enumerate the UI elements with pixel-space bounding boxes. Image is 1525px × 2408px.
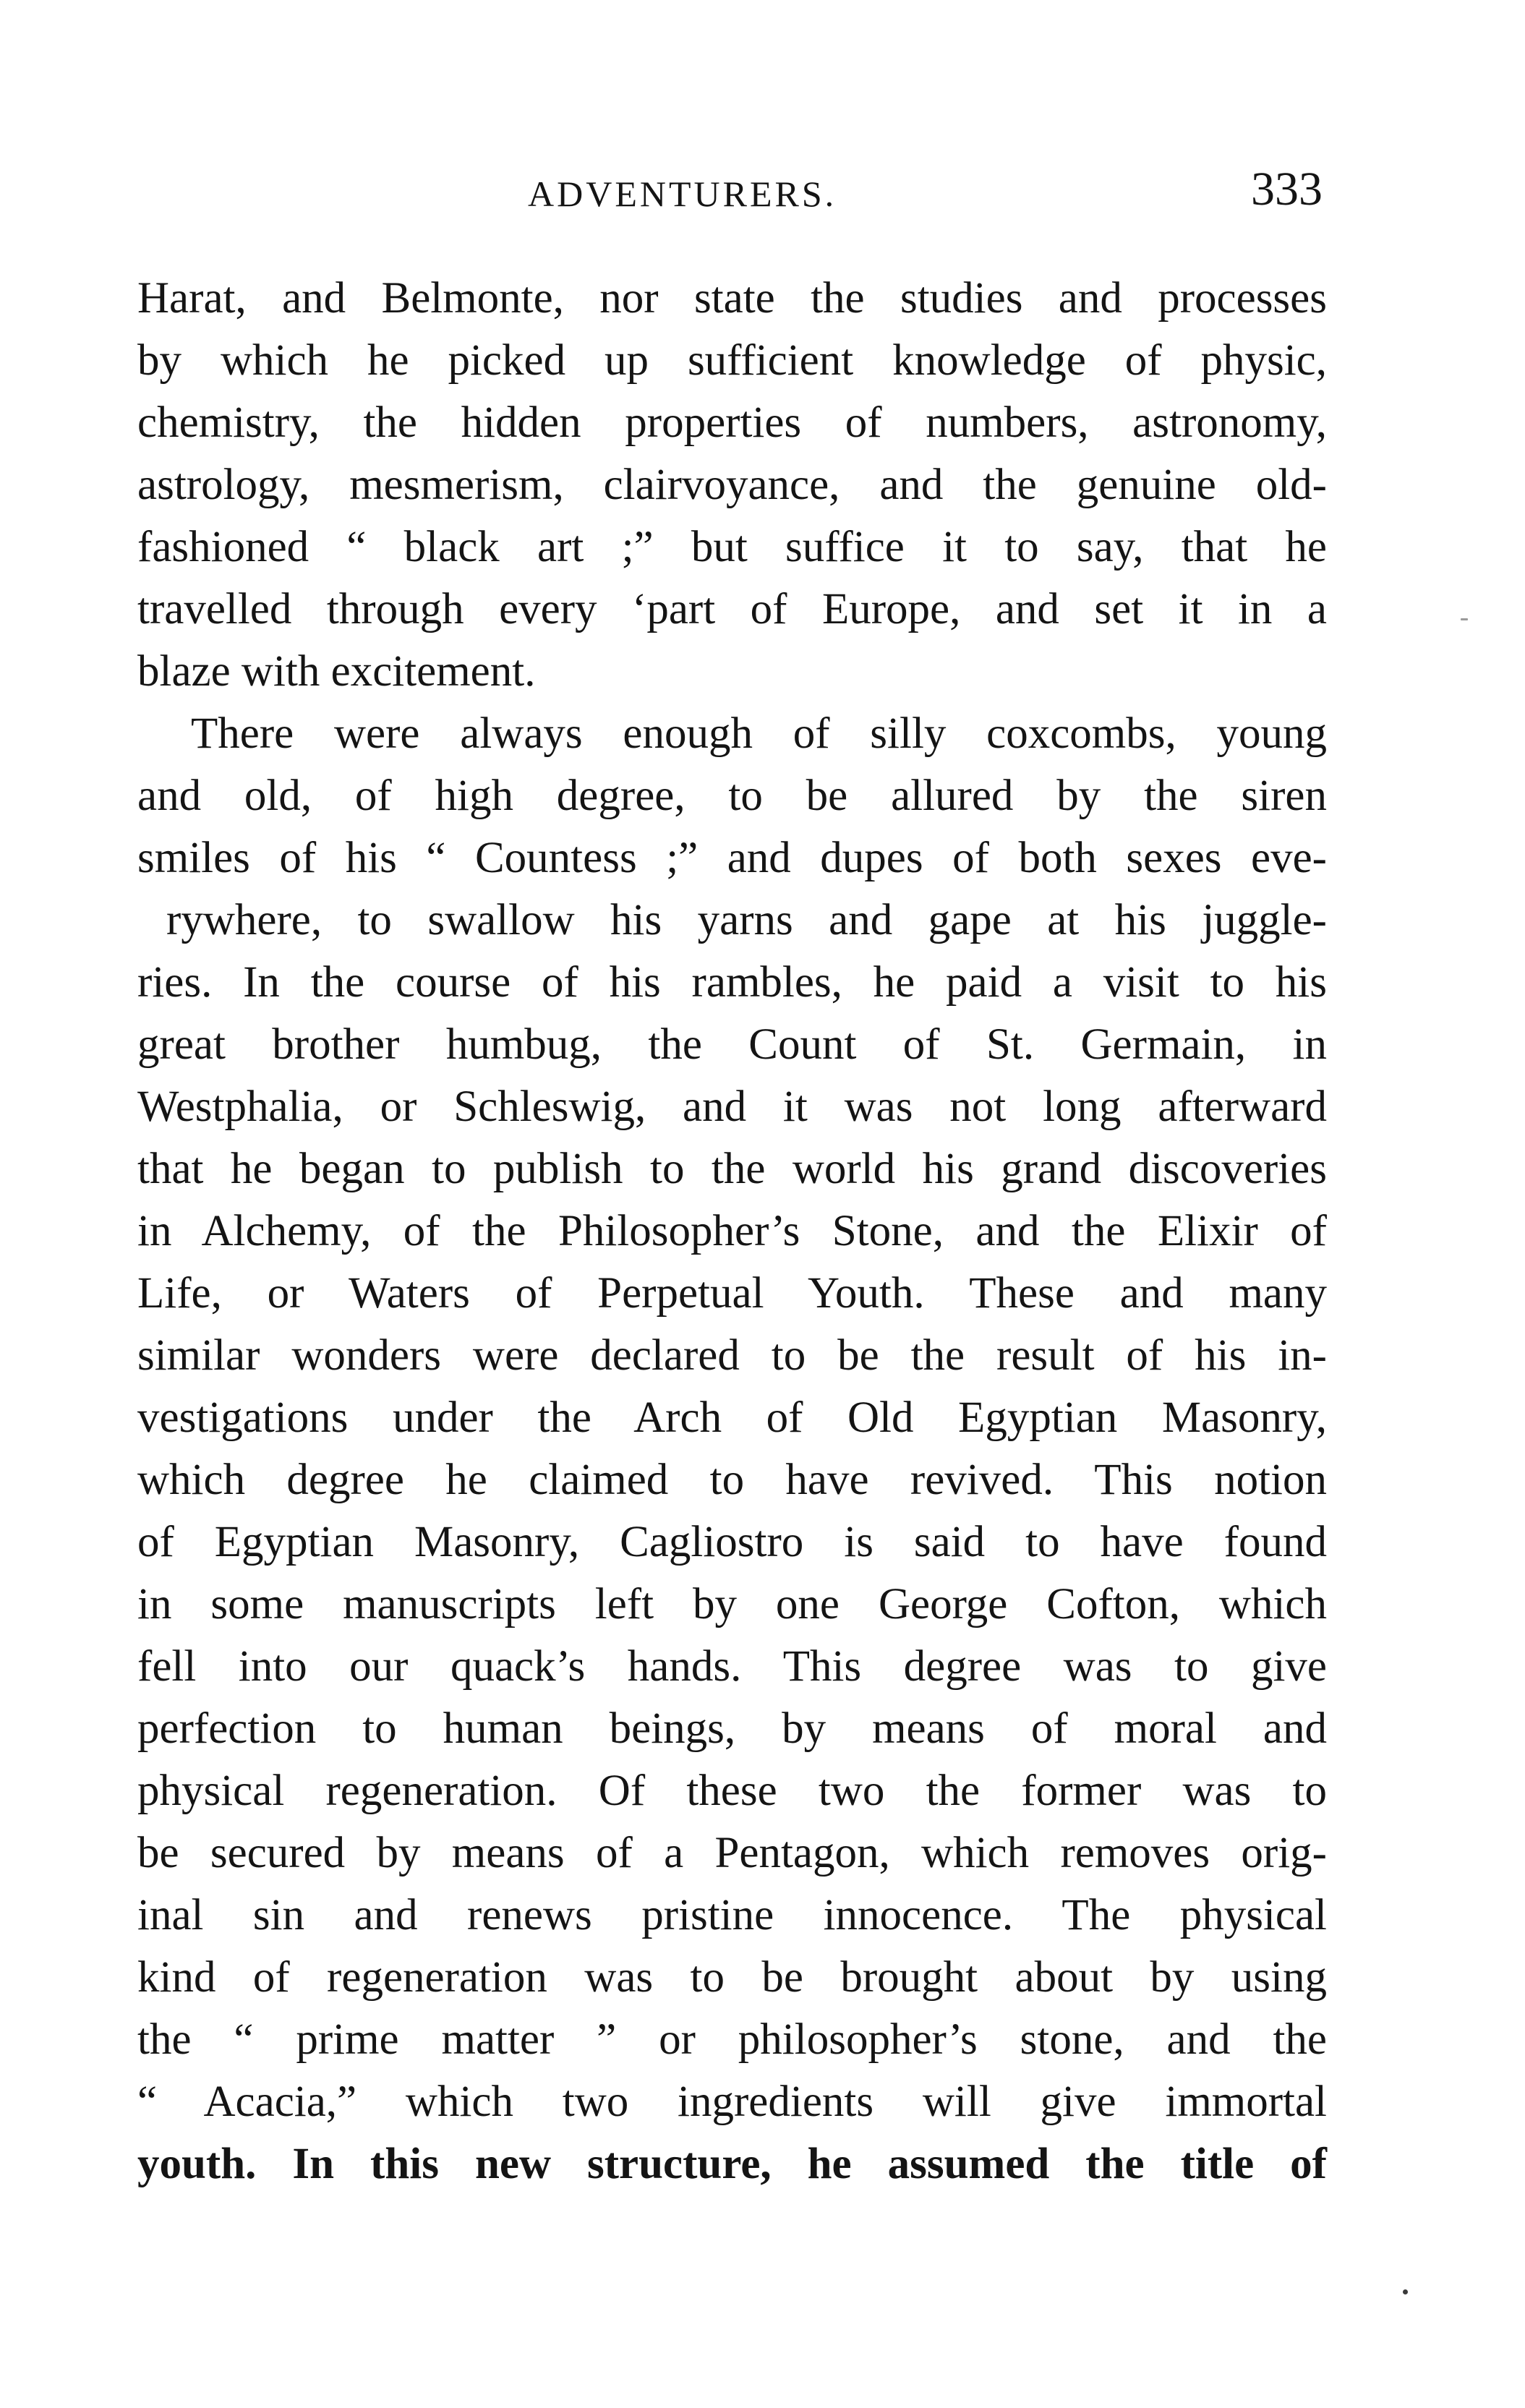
text-line: astrology, mesmerism, clairvoyance, and the genuine old- — [137, 461, 1327, 509]
text-line: fell into our quack’s hands. This degree was to give — [137, 1642, 1327, 1691]
text-line: Harat, and Belmonte, nor state the studies and processes — [137, 274, 1327, 323]
text-line: fashioned “ black art ;” but suffice it to say, that he — [137, 523, 1327, 571]
text-line: kind of regeneration was to be brought about by using — [137, 1953, 1327, 2002]
text-line: and old, of high degree, to be allured by the siren — [137, 772, 1327, 820]
running-title: ADVENTURERS. — [528, 174, 837, 214]
text-line: perfection to human beings, by means of moral and — [137, 1704, 1327, 1753]
text-line: smiles of his “ Countess ;” and dupes of both sexes eve- — [137, 834, 1327, 882]
text-line: inal sin and renews pristine innocence. The physical — [137, 1891, 1327, 1939]
body-text — [137, 268, 1327, 2195]
text-line: chemistry, the hidden properties of numbers, astronomy, — [137, 398, 1327, 447]
text-line: Life, or Waters of Perpetual Youth. These and many — [137, 1269, 1327, 1318]
text-line: in some manuscripts left by one George Cofton, which — [137, 1580, 1327, 1628]
text-line: be secured by means of a Pentagon, which removes orig- — [137, 1829, 1327, 1877]
text-line: of Egyptian Masonry, Cagliostro is said to have found — [137, 1518, 1327, 1566]
text-line: youth. In this new structure, he assumed the title of — [137, 2140, 1327, 2188]
text-line: the “ prime matter ” or philosopher’s stone, and the — [137, 2015, 1327, 2064]
text-line: “ Acacia,” which two ingredients will give immortal — [137, 2078, 1327, 2126]
text-line: Westphalia, or Schleswig, and it was not long afterward — [137, 1083, 1327, 1131]
text-line: physical regeneration. Of these two the former was to — [137, 1767, 1327, 1815]
text-line: by which he picked up sufficient knowledge of physic, — [137, 336, 1327, 385]
margin-mark — [1461, 618, 1468, 620]
text-line: rywhere, to swallow his yarns and gape at his juggle- — [166, 896, 1327, 944]
text-line: similar wonders were declared to be the result of his in- — [137, 1331, 1327, 1380]
page-number: 333 — [1251, 163, 1323, 215]
text-line: blaze with excitement. — [137, 647, 536, 696]
text-line: There were always enough of silly coxcombs, young — [191, 709, 1327, 758]
text-line: which degree he claimed to have revived. This notion — [137, 1456, 1327, 1504]
text-line: vestigations under the Arch of Old Egyptian Masonry, — [137, 1393, 1327, 1442]
text-line: that he began to publish to the world his grand discoveries — [137, 1145, 1327, 1193]
ink-speck — [1403, 2289, 1408, 2294]
text-line: in Alchemy, of the Philosopher’s Stone, and the Elixir of — [137, 1207, 1327, 1255]
text-line: ries. In the course of his rambles, he paid a visit to his — [137, 958, 1327, 1007]
text-line: travelled through every ‘part of Europe, and set it in a — [137, 585, 1327, 633]
text-line: great brother humbug, the Count of St. Germain, in — [137, 1020, 1327, 1069]
